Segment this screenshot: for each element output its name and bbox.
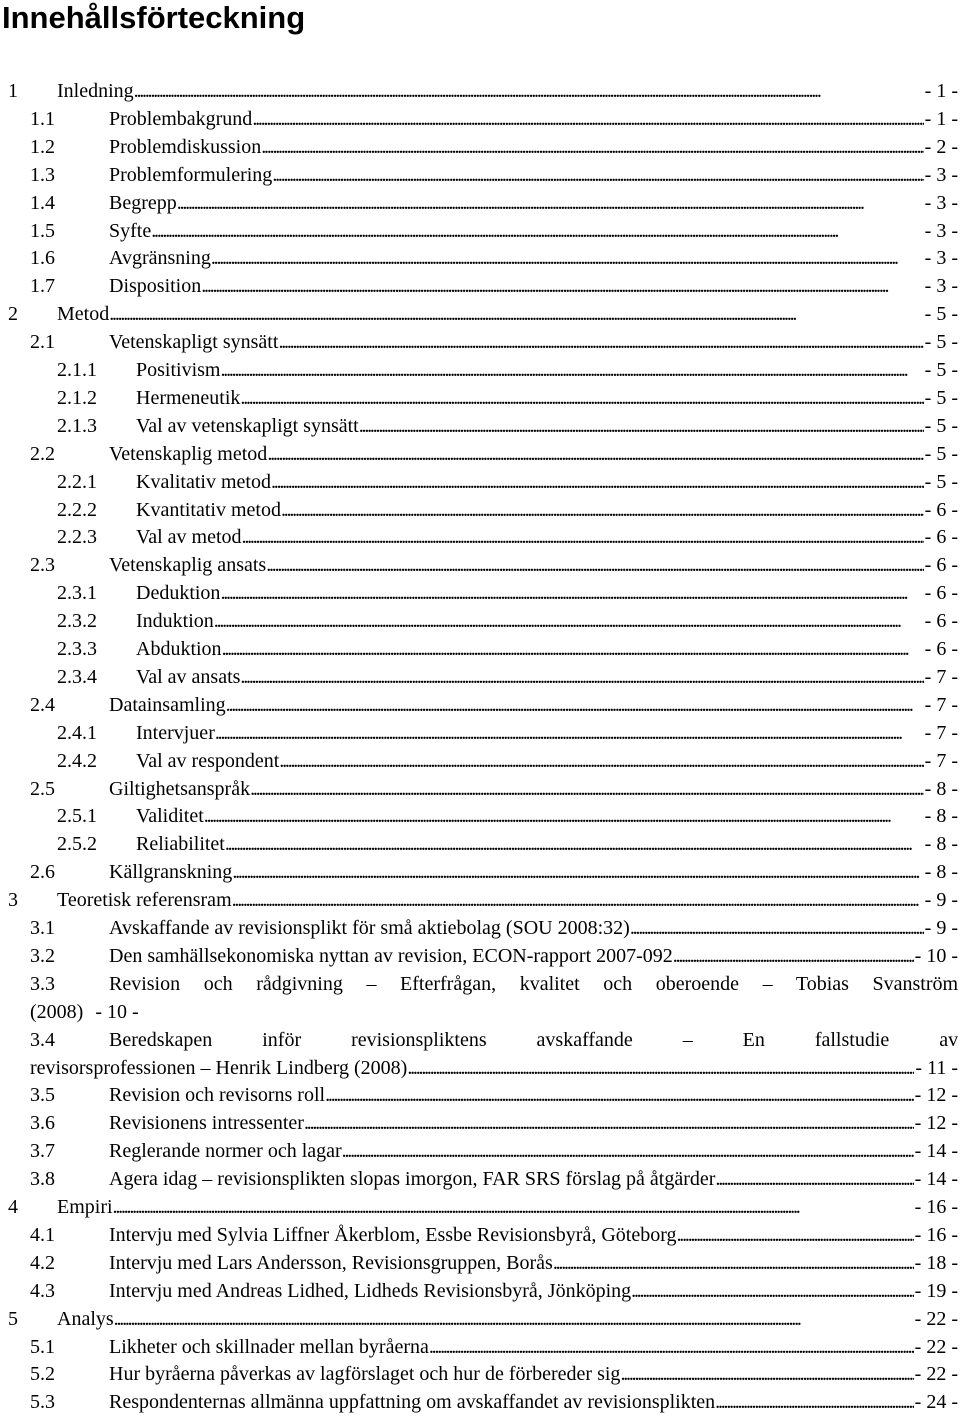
toc-dot-leader <box>226 691 924 719</box>
toc-dot-leader <box>114 1305 914 1333</box>
toc-dot-leader <box>113 1193 914 1221</box>
toc-dot-leader <box>109 300 923 328</box>
toc-dot-leader <box>215 719 924 747</box>
toc-entry-number: 3.6 <box>30 1112 55 1135</box>
toc-entry-page: - 16 - <box>914 1223 958 1246</box>
toc-entry-title: Val av ansats <box>136 665 241 688</box>
toc-entry-title: Revision och revisorns roll <box>109 1084 326 1107</box>
toc-entry-body <box>109 105 958 133</box>
toc-entry[interactable] <box>0 356 960 384</box>
toc-entry-number: 3.1 <box>30 917 55 939</box>
toc-entry-page: - 3 - <box>924 191 958 214</box>
toc-entry-title: Agera idag – revisionsplikten slopas imorgon, FAR SRS förslag på åtgärder <box>109 1168 716 1191</box>
toc-entry-title: Intervjuer <box>136 721 215 744</box>
toc-entry[interactable] <box>0 523 960 551</box>
toc-dot-leader <box>261 133 923 161</box>
toc-entry-page: - 5 - <box>924 331 958 354</box>
toc-entry[interactable] <box>0 1277 960 1305</box>
toc-entry-title-word: inför <box>262 1028 302 1051</box>
toc-entry-body <box>109 189 958 217</box>
toc-entry-title: Vetenskapligt synsätt <box>109 331 279 354</box>
toc-entry-title: Val av respondent <box>136 749 280 772</box>
toc-entry-page: - 14 - <box>914 1140 958 1163</box>
toc-entry-continuation <box>30 998 139 1026</box>
toc-entry-number: 4.3 <box>30 1279 55 1302</box>
toc-entry-title: Problemformulering <box>109 163 273 186</box>
toc-entry-title: Datainsamling <box>109 693 226 716</box>
toc-entry-page: - 9 - <box>924 917 958 939</box>
toc-entry-title: Hur byråerna påverkas av lagförslaget och hur de förbereder sig <box>109 1363 621 1386</box>
toc-entry-page: - 3 - <box>924 219 958 242</box>
toc-entry-body <box>109 1277 958 1305</box>
toc-dot-leader <box>631 1277 914 1305</box>
toc-entry-page: - 5 - <box>924 386 958 409</box>
toc-entry-body <box>136 635 958 663</box>
toc-entry-body <box>109 1221 958 1249</box>
toc-entry-number: 3.2 <box>30 944 55 967</box>
toc-dot-leader <box>429 1333 914 1361</box>
toc-entry[interactable] <box>0 719 960 747</box>
toc-entry-page: - 7 - <box>924 693 958 716</box>
toc-entry-number: 3.7 <box>30 1140 55 1163</box>
toc-entry-title: Problemdiskussion <box>109 135 262 158</box>
toc-entry-page: - 8 - <box>924 833 958 856</box>
toc-dot-leader <box>278 328 923 356</box>
toc-entry-page: - 3 - <box>924 275 958 298</box>
toc-entry-number: 1 <box>8 80 18 102</box>
toc-entry-title-word: – <box>682 1028 693 1051</box>
toc-entry-title: Validitet <box>136 805 204 828</box>
toc-entry-number: 2.1.1 <box>57 359 97 381</box>
toc-entry-title: Intervju med Sylvia Liffner Åkerblom, Essbe Revisionsbyrå, Göteborg <box>109 1223 677 1246</box>
toc-dot-leader <box>222 635 924 663</box>
toc-entry-title-word: avskaffande <box>536 1028 633 1051</box>
toc-entry-body <box>57 300 958 328</box>
toc-entry-page: - 22 - <box>914 1307 958 1330</box>
toc-entry-page: - 6 - <box>924 498 958 521</box>
toc-entry-number: 3.8 <box>30 1168 55 1191</box>
toc-entry-body <box>136 496 958 524</box>
toc-entry-page: - 12 - <box>914 1084 958 1107</box>
toc-entry[interactable] <box>0 635 960 663</box>
toc-entry[interactable] <box>0 747 960 775</box>
toc-entry-number: 2.3.2 <box>57 610 97 633</box>
toc-entry-body <box>109 161 958 189</box>
toc-entry-title: Intervju med Lars Andersson, Revisionsgruppen, Borås <box>109 1251 553 1274</box>
toc-entry-number: 5 <box>8 1307 18 1330</box>
toc-entry-number: 2.2 <box>30 442 55 465</box>
toc-entry-number: 1.2 <box>30 135 55 158</box>
toc-entry-page: - 6 - <box>924 526 958 549</box>
toc-entry-page: - 10 - <box>914 944 958 967</box>
toc-entry-body <box>136 468 958 496</box>
toc-entry-number: 2.3 <box>30 554 55 577</box>
toc-dot-leader <box>677 1221 914 1249</box>
toc-entry-body <box>136 412 958 440</box>
toc-entry-number: 2 <box>8 303 18 326</box>
toc-entry-title: Reliabilitet <box>136 833 225 856</box>
toc-dot-leader <box>134 77 924 105</box>
toc-entry-title-word: Efterfrågan, <box>400 972 497 995</box>
toc-entry-page: - 22 - <box>914 1335 958 1358</box>
toc-dot-leader <box>225 830 924 858</box>
toc-entry[interactable] <box>0 300 960 328</box>
toc-entry-number: 1.5 <box>30 219 55 242</box>
toc-entry-body <box>109 1081 958 1109</box>
toc-entry-page: - 22 - <box>914 1363 958 1386</box>
toc-entry-number: 1.6 <box>30 247 55 270</box>
toc-entry-body <box>109 914 958 942</box>
toc-dot-leader <box>242 523 924 551</box>
toc-entry-title: Källgranskning <box>109 861 233 884</box>
toc-entry-title-word: Beredskapen <box>109 1028 213 1051</box>
toc-entry[interactable] <box>0 1109 960 1137</box>
toc-entry-title-continuation: (2008) <box>30 1000 84 1023</box>
toc-dot-leader <box>553 1249 914 1277</box>
toc-entry-number: 3.3 <box>30 972 55 995</box>
toc-entry-page: - 1 - <box>924 107 958 130</box>
toc-dot-leader <box>272 161 923 189</box>
toc-entry-body <box>109 551 958 579</box>
toc-entry-title-word: oberoende <box>655 972 740 995</box>
toc-dot-leader <box>232 858 923 886</box>
toc-entry-body <box>109 858 958 886</box>
toc-entry-title: Problembakgrund <box>109 107 253 130</box>
toc-entry-page: - 2 - <box>924 135 958 158</box>
toc-entry[interactable] <box>0 1165 960 1193</box>
toc-entry-title: Val av metod <box>136 526 242 549</box>
toc-entry-number: 5.2 <box>30 1363 55 1386</box>
toc-entry[interactable] <box>0 551 960 579</box>
toc-entry-page: - 8 - <box>924 805 958 828</box>
toc-entry-title: Giltighetsanspråk <box>109 777 251 800</box>
toc-entry-title: Respondenternas allmänna uppfattning om avskaffandet av revisionsplikten <box>109 1391 716 1414</box>
toc-entry-body <box>109 328 958 356</box>
toc-entry-number: 5.3 <box>30 1391 55 1414</box>
toc-entry-body <box>109 1137 958 1165</box>
toc-entry[interactable] <box>0 942 960 970</box>
toc-entry[interactable] <box>0 775 960 803</box>
toc-dot-leader <box>715 1388 914 1416</box>
toc-entry-title: Vetenskaplig ansats <box>109 554 267 577</box>
toc-entry-page: - 14 - <box>914 1168 958 1191</box>
toc-entry-body <box>136 802 958 830</box>
toc-entry-title-word: och <box>203 972 233 995</box>
toc-entry-body <box>109 440 958 468</box>
toc-entry-body <box>109 691 958 719</box>
toc-entry[interactable] <box>0 802 960 830</box>
toc-entry-number: 2.6 <box>30 861 55 884</box>
toc-entry-body <box>136 830 958 858</box>
toc-entry-number: 1.7 <box>30 275 55 298</box>
toc-entry-body <box>30 1054 958 1082</box>
toc-dot-leader <box>620 1360 913 1388</box>
toc-entry[interactable] <box>0 886 960 914</box>
toc-entry-title: Syfte <box>109 219 152 242</box>
toc-entry[interactable] <box>0 1221 960 1249</box>
toc-entry-number: 2.5 <box>30 777 55 800</box>
toc-entry-page: - 6 - <box>924 582 958 605</box>
toc-entry-body <box>136 579 958 607</box>
toc-entry[interactable] <box>0 161 960 189</box>
toc-entry-title: Vetenskaplig metod <box>109 442 268 465</box>
toc-entry-body <box>136 719 958 747</box>
toc-entry[interactable] <box>0 1193 960 1221</box>
toc-entry[interactable] <box>0 244 960 272</box>
toc-entry[interactable] <box>0 1388 960 1416</box>
toc-entry-body <box>109 1333 958 1361</box>
toc-entry-title: Val av vetenskapligt synsätt <box>136 414 359 437</box>
toc-entry-number: 4 <box>8 1196 18 1218</box>
toc-entry-title-word: av <box>939 1028 958 1051</box>
toc-entry-body <box>136 747 958 775</box>
toc-entry[interactable] <box>0 272 960 300</box>
toc-entry-title-word: revisionspliktens <box>351 1028 487 1051</box>
toc-dot-leader <box>250 775 924 803</box>
toc-entry-title: Kvantitativ metod <box>136 498 281 521</box>
toc-entry[interactable] <box>0 468 960 496</box>
toc-entry-title: Inledning <box>57 80 134 102</box>
toc-entry[interactable] <box>0 328 960 356</box>
toc-dot-leader <box>151 217 923 245</box>
toc-entry-page: - 6 - <box>924 554 958 577</box>
toc-entry-title: Revisionens intressenter <box>109 1112 304 1135</box>
toc-entry-page: - 6 - <box>924 610 958 633</box>
toc-entry-number: 2.1 <box>30 331 55 354</box>
toc-entry-body <box>109 1249 958 1277</box>
toc-entry-number: 2.4.1 <box>57 721 97 744</box>
toc-entry[interactable] <box>0 1026 960 1054</box>
toc-entry-continuation-row <box>0 1054 960 1082</box>
toc-entry-number: 4.1 <box>30 1223 55 1246</box>
toc-entry[interactable] <box>0 1249 960 1277</box>
toc-entry-page: - 3 - <box>924 247 958 270</box>
toc-entry-page: - 7 - <box>924 749 958 772</box>
toc-entry-page: - 9 - <box>924 889 958 912</box>
toc-entry-body <box>109 775 958 803</box>
toc-entry-body <box>136 523 958 551</box>
toc-entry-page: - 11 - <box>915 1056 958 1079</box>
toc-dot-leader <box>220 356 923 384</box>
toc-entry[interactable] <box>0 440 960 468</box>
toc-entry-number: 2.3.3 <box>57 638 97 660</box>
toc-entry-number: 2.2.2 <box>57 498 97 521</box>
toc-entry[interactable] <box>0 496 960 524</box>
toc-entry-number: 3 <box>8 889 18 912</box>
toc-entry[interactable] <box>0 189 960 217</box>
toc-entry-title: Abduktion <box>136 638 222 660</box>
toc-entry-title: Begrepp <box>109 191 177 214</box>
toc-entry-title-word: En <box>742 1028 765 1051</box>
toc-entry-page: - 7 - <box>924 665 958 688</box>
toc-entry[interactable] <box>0 830 960 858</box>
toc-dot-leader <box>211 244 924 272</box>
toc-entry-body <box>109 1360 958 1388</box>
toc-entry[interactable] <box>0 412 960 440</box>
toc-entry-number: 1.3 <box>30 163 55 186</box>
toc-dot-leader <box>177 189 924 217</box>
toc-entry[interactable] <box>0 384 960 412</box>
toc-entry-title: Intervju med Andreas Lidhed, Lidheds Revisionsbyrå, Jönköping <box>109 1279 632 1302</box>
toc-entry-number: 1.1 <box>30 107 55 130</box>
toc-entry[interactable] <box>0 970 960 998</box>
toc-entry-title: Den samhällsekonomiska nyttan av revision, ECON-rapport 2007-092 <box>109 944 673 967</box>
toc-entry-page: - 18 - <box>914 1251 958 1274</box>
toc-entry-body <box>57 1193 958 1221</box>
toc-entry-title-word: – <box>762 972 773 995</box>
toc-entry-number: 4.2 <box>30 1251 55 1274</box>
toc-dot-leader <box>304 1109 914 1137</box>
toc-entry-page: - 8 - <box>924 777 958 800</box>
toc-entry-body <box>136 663 958 691</box>
toc-entry[interactable] <box>0 217 960 245</box>
toc-entry-body <box>109 272 958 300</box>
toc-dot-leader <box>407 1054 914 1082</box>
toc-entry-body <box>109 217 958 245</box>
toc-entry-page: - 5 - <box>924 442 958 465</box>
toc-entry-title: Disposition <box>109 275 202 298</box>
toc-entry-continuation-row <box>0 998 960 1026</box>
toc-entry-body <box>57 77 958 105</box>
toc-dot-leader <box>266 551 923 579</box>
toc-dot-leader <box>204 802 924 830</box>
toc-dot-leader <box>240 663 923 691</box>
toc-dot-leader <box>281 496 924 524</box>
toc-entry-page: - 5 - <box>924 414 958 437</box>
toc-entry-page: - 5 - <box>924 470 958 493</box>
toc-entry-title: Metod <box>57 303 110 326</box>
toc-entry-number: 2.3.1 <box>57 582 97 605</box>
toc-entry-number: 2.3.4 <box>57 665 97 688</box>
toc-entry-page: - 7 - <box>924 721 958 744</box>
toc-entry-body <box>136 384 958 412</box>
toc-dot-leader <box>630 914 924 942</box>
toc-entry[interactable] <box>0 691 960 719</box>
toc-entry-body <box>109 1388 958 1416</box>
toc-entry-body <box>109 244 958 272</box>
toc-entry-number: 2.1.3 <box>57 414 97 437</box>
toc-entry[interactable] <box>0 1305 960 1333</box>
toc-entry-title: Deduktion <box>136 582 221 605</box>
toc-entry-title: Likheter och skillnader mellan byråerna <box>109 1335 429 1358</box>
toc-entry[interactable] <box>0 1333 960 1361</box>
toc-entry-title-word: – <box>366 972 377 995</box>
toc-entry[interactable] <box>0 914 960 942</box>
toc-entry[interactable] <box>0 1081 960 1109</box>
toc-dot-leader <box>201 272 923 300</box>
toc-entry-title: Hermeneutik <box>136 386 241 409</box>
toc-entry-title: Avgränsning <box>109 247 211 270</box>
toc-entry-page: - 12 - <box>914 1112 958 1135</box>
toc-entry[interactable] <box>0 607 960 635</box>
toc-entry-title <box>109 970 958 998</box>
toc-dot-leader <box>214 607 924 635</box>
toc-entry-title: Reglerande normer och lagar <box>109 1140 342 1163</box>
toc-entry-number: 3.5 <box>30 1084 55 1107</box>
toc-entry-page: - 24 - <box>914 1391 958 1414</box>
toc-entry-title <box>109 1026 958 1054</box>
toc-dot-leader <box>359 412 924 440</box>
toc-entry-number: 2.2.1 <box>57 470 97 493</box>
toc-entry-page: - 1 - <box>924 80 958 102</box>
toc-entry-title-word: och <box>603 972 633 995</box>
toc-entry-title: Analys <box>57 1307 114 1330</box>
toc-entry-body <box>57 886 958 914</box>
toc-entry[interactable] <box>0 77 960 105</box>
toc-entry-body <box>136 607 958 635</box>
toc-entry[interactable] <box>0 1360 960 1388</box>
toc-entry-number: 2.5.1 <box>57 805 97 828</box>
toc-entry-body <box>109 1109 958 1137</box>
toc-entry-body <box>109 133 958 161</box>
toc-entry[interactable] <box>0 858 960 886</box>
toc-entry-body <box>57 1305 958 1333</box>
toc-entry-title: Teoretisk referensram <box>57 889 232 912</box>
toc-entry-number: 2.4 <box>30 693 55 716</box>
toc-dot-leader <box>232 886 924 914</box>
toc-entry-number: 2.4.2 <box>57 749 97 772</box>
toc-entry-body <box>109 942 958 970</box>
toc-entry-body <box>109 1165 958 1193</box>
toc-entry-title: Avskaffande av revisionsplikt för små aktiebolag (SOU 2008:32) <box>109 917 630 939</box>
toc-entry-number: 5.1 <box>30 1335 55 1358</box>
toc-entry-title-word: kvalitet <box>519 972 580 995</box>
toc-entry-page: - 8 - <box>924 861 958 884</box>
toc-entry-page: - 16 - <box>914 1196 958 1218</box>
toc-entry-number: 2.5.2 <box>57 833 97 856</box>
toc-entry-page: - 5 - <box>924 359 958 381</box>
toc-entry[interactable] <box>0 579 960 607</box>
toc-dot-leader <box>279 747 923 775</box>
toc-dot-leader <box>220 579 923 607</box>
toc-entry-page: - 3 - <box>924 163 958 186</box>
toc-entry-title: Induktion <box>136 610 214 633</box>
toc-entry-title-word: Revision <box>109 972 181 995</box>
toc-dot-leader <box>325 1081 914 1109</box>
toc-entry-page: - 6 - <box>924 638 958 660</box>
toc-dot-leader <box>342 1137 914 1165</box>
toc-entry-number: 3.4 <box>30 1028 55 1051</box>
toc-entry-page: - 5 - <box>924 303 958 326</box>
toc-entry-title-word: Svanström <box>872 972 958 995</box>
toc-entry-body <box>136 356 958 384</box>
toc-entry-title-word: Tobias <box>795 972 849 995</box>
toc-entry-page: - 10 - <box>95 1000 139 1023</box>
toc-entry-number: 1.4 <box>30 191 55 214</box>
toc-entry[interactable] <box>0 663 960 691</box>
toc-dot-leader <box>240 384 923 412</box>
toc-entry[interactable] <box>0 1137 960 1165</box>
toc-entry-title-continuation: revisorsprofessionen – Henrik Lindberg (2008) <box>30 1056 408 1079</box>
toc-entry-title: Positivism <box>136 359 221 381</box>
toc-dot-leader <box>715 1165 913 1193</box>
page-title: Innehållsförteckning <box>2 0 306 35</box>
toc-entry[interactable] <box>0 105 960 133</box>
toc-entry-title-word: fallstudie <box>814 1028 890 1051</box>
toc-entry-number: 2.1.2 <box>57 386 97 409</box>
toc-entry[interactable] <box>0 133 960 161</box>
toc-entry-title: Kvalitativ metod <box>136 470 271 493</box>
toc-dot-leader <box>673 942 914 970</box>
toc-dot-leader <box>252 105 923 133</box>
toc-dot-leader <box>271 468 924 496</box>
toc-entry-title: Empiri <box>57 1196 113 1218</box>
toc-entry-title-word: rådgivning <box>256 972 343 995</box>
toc-entry-number: 2.2.3 <box>57 526 97 549</box>
toc-entry-page: - 19 - <box>914 1279 958 1302</box>
toc-dot-leader <box>267 440 923 468</box>
